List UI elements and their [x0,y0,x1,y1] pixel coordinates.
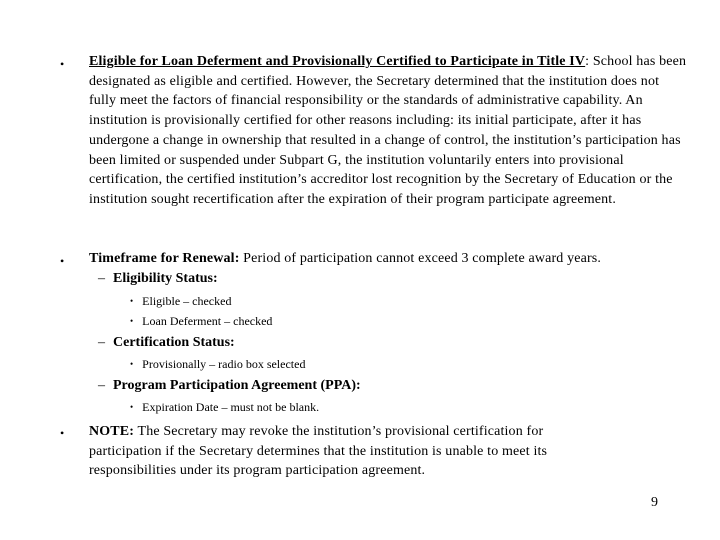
list-item-text: Provisionally – radio box selected [142,357,306,371]
small-bullet-marker: • [130,402,134,412]
subsection-title: Program Participation Agreement (PPA): [113,378,361,393]
paragraph-heading: Timeframe for Renewal: [89,251,240,266]
list-item [130,314,272,329]
paragraph-heading: NOTE: [89,424,135,439]
subsection-title: Eligibility Status: [113,271,218,286]
list-item [130,357,305,372]
list-item [130,400,319,415]
dash-marker: – [98,271,105,286]
paragraph-eligible-provisional [89,52,689,210]
subsection-title: Certification Status: [113,335,235,350]
bullet-marker: • [60,426,65,440]
paragraph-body: School has been designated as eligible and certified. However, the Secretary determined that the institution does not fully meet the factors of financial responsibility or the standards of administrative capability. An institution is provisionally certified for other reasons including: its initial participate, after it has undergone a change in ownership that resulted in a change of control, the institution’s participation has been limited or suspended under Subpart G, the institution voluntarily enters into provisional certification, the certified institution’s accreditor lost recognition by the Secretary of Education or the institution sought recertification after the expiration of their program participate agreement. [89,54,687,207]
small-bullet-marker: • [130,359,134,369]
paragraph-body: The Secretary may revoke the institution’s provisional certification for participation if the Secretary determines that the institution is unable to meet its responsibilities under its program participation agreement. [89,424,548,479]
paragraph-timeframe [89,249,709,269]
page-number: 9 [651,495,658,510]
list-item-text: Expiration Date – must not be blank. [142,400,320,414]
paragraph-heading-colon: : [585,54,590,69]
list-item-text: Loan Deferment – checked [142,314,273,328]
paragraph-body: Period of participation cannot exceed 3 complete award years. [239,251,602,266]
subsection-certification-status [98,335,235,351]
dash-marker: – [98,378,105,393]
paragraph-note [89,422,609,481]
bullet-marker: • [60,254,65,268]
small-bullet-marker: • [130,316,134,326]
bullet-marker: • [60,57,65,71]
small-bullet-marker: • [130,296,134,306]
dash-marker: – [98,335,105,350]
subsection-ppa [98,378,361,394]
paragraph-heading: Eligible for Loan Deferment and Provisionally Certified to Participate in Title IV [89,54,586,69]
list-item-text: Eligible – checked [142,294,232,308]
list-item [130,294,231,309]
subsection-eligibility-status [98,271,218,287]
